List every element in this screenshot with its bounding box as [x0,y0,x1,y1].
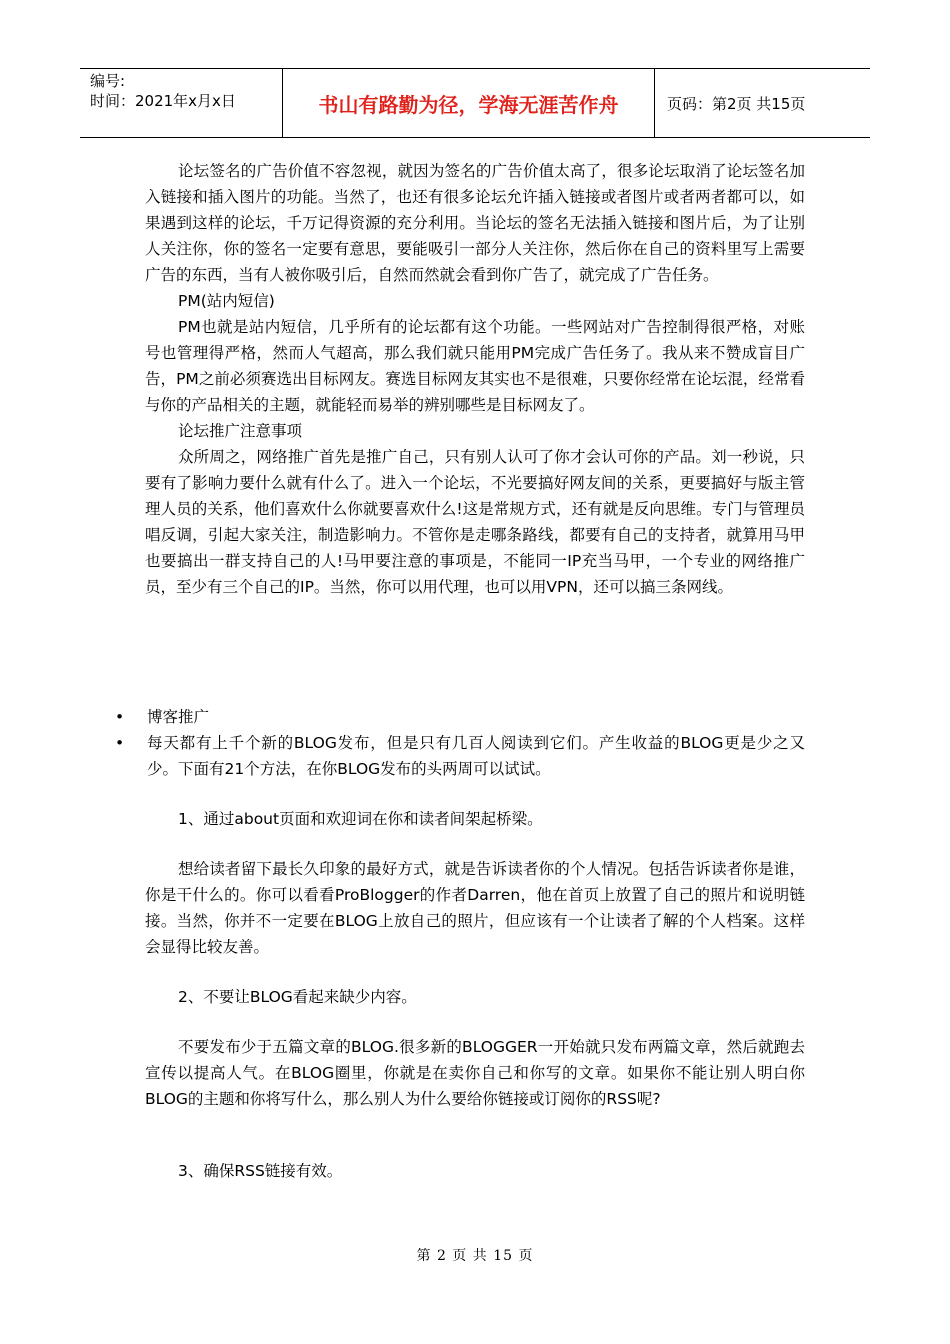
header-page-info: 页码：第2页 共15页 [667,94,806,113]
document-date: 时间：2021年x月x日 [90,92,236,110]
bullet-text: 每天都有上千个新的BLOG发布，但是只有几百人阅读到它们。产生收益的BLOG更是少之又少。下面有21个方法，在你BLOG发布的头两周可以试试。 [147,734,805,778]
paragraph-pm: PM也就是站内短信，几乎所有的论坛都有这个功能。一些网站对广告控制得很严格，对账号也管理得严格，然而人气超高，那么我们就只能用PM完成广告任务了。我从来不赞成盲目广告，PM之前必须赛选出目标网友。赛选目标网友其实也不是很难，只要你经常在论坛混，经常看与你的产品相关的主题，就能轻而易举的辨别哪些是目标网友了。 [145,318,805,414]
tip-2-heading: 2、不要让BLOG看起来缺少内容。 [178,988,417,1006]
heading-pm: PM(站内短信) [178,292,275,310]
header-meta [80,69,283,137]
list-item [113,730,805,782]
bullet-icon: • [115,734,125,752]
paragraph-tip-2: 不要发布少于五篇文章的BLOG.很多新的BLOGGER一开始就只发布两篇文章，然后就跑去宣传以提高人气。在BLOG圈里，你就是在卖你自己和你写的文章。如果你不能让别人明白你BLOG的主题和你将写什么，那么别人为什么要给你链接或订阅你的RSS呢? [145,1038,805,1108]
tip-3-heading: 3、确保RSS链接有效。 [178,1162,343,1180]
paragraph-tip-1: 想给读者留下最长久印象的最好方式，就是告诉读者你的个人情况。包括告诉读者你是谁，你是干什么的。你可以看看ProBlogger的作者Darren，他在首页上放置了自己的照片和说明链接。当然，你并不一定要在BLOG上放自己的照片，但应该有一个让读者了解的个人档案。这样会显得比较友善。 [145,860,805,956]
list-item [113,704,805,730]
bullet-icon: • [115,708,125,726]
blog-section [113,704,805,1184]
bullet-text: 博客推广 [147,708,210,726]
tip-1-heading: 1、通过about页面和欢迎词在你和读者间架起桥梁。 [178,810,543,828]
document-number-label: 编号: [90,72,126,90]
main-content [145,158,805,600]
page-footer: 第 2 页 共 15 页 [416,1248,534,1264]
paragraph-forum-signature: 论坛签名的广告价值不容忽视，就因为签名的广告价值太高了，很多论坛取消了论坛签名加入链接和插入图片的功能。当然了，也还有很多论坛允许插入链接或者图片或者两者都可以，如果遇到这样的论坛，千万记得资源的充分利用。当论坛的签名无法插入链接和图片后，为了让别人关注你，你的签名一定要有意思，要能吸引一部分人关注你，然后你在自己的资料里写上需要广告的东西，当有人被你吸引后，自然而然就会看到你广告了，就完成了广告任务。 [145,162,805,284]
page-header [80,68,870,138]
header-motto: 书山有路勤为径，学海无涯苦作舟 [283,69,655,137]
heading-forum-notes: 论坛推广注意事项 [178,422,303,440]
paragraph-forum-notes: 众所周之，网络推广首先是推广自己，只有别人认可了你才会认可你的产品。刘一秒说，只要有了影响力要什么就有什么了。进入一个论坛，不光要搞好网友间的关系，更要搞好与版主管理人员的关系，他们喜欢什么你就要喜欢什么!这是常规方式，还有就是反向思维。专门与管理员唱反调，引起大家关注，制造影响力。不管你是走哪条路线，都要有自己的支持者，就算用马甲也要搞出一群支持自己的人!马甲要注意的事项是，不能同一IP充当马甲，一个专业的网络推广员，至少有三个自己的IP。当然，你可以用代理，也可以用VPN，还可以搞三条网线。 [145,448,805,596]
